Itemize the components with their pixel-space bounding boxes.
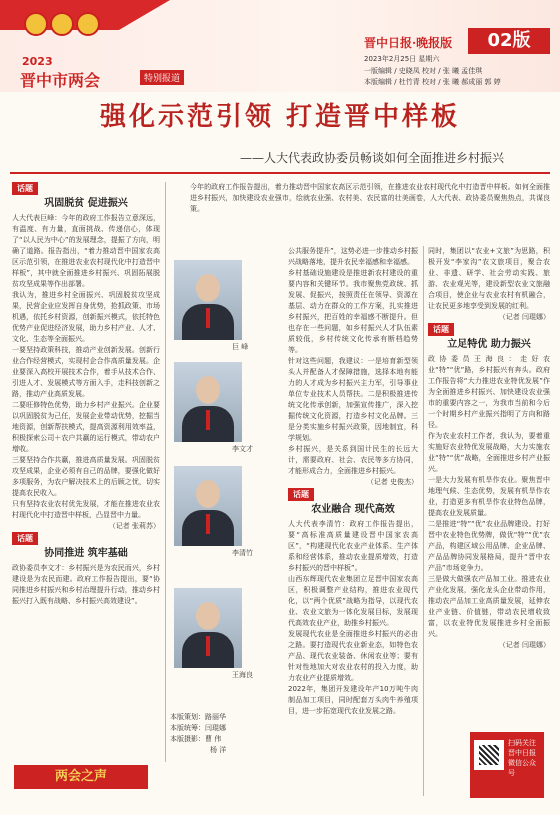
paragraph: 我认为，推进乡村全面振兴、巩固脱贫攻坚成果，民营企业应发挥自身优势，抢抓政策、市场机遇，依托乡村资源，创新振兴模式，依托特色优势产业促进经济发展，助力乡村产业、人才、文化、生态等全面振兴。	[12, 291, 160, 343]
headline-title: 强化示范引领 打造晋中样板	[99, 102, 461, 132]
credit-line: 本版统筹：闫琨娜	[170, 724, 226, 732]
paragraph: 乡村振兴，是关系到国计民生的长远大计，需要政府、社会、农民等多方协同，才能形成合力，全面推进乡村振兴。	[288, 445, 418, 475]
dateline: 2023年2月25日 星期六	[364, 55, 440, 63]
portrait-caption: 王海良	[232, 671, 253, 679]
page-credits	[170, 712, 226, 756]
paragraph: 一要坚持政策科技，推动产业创新发展。创新行业合作经营模式，实现村企合作高质量发展。企业要深入高校开展技术合作，着手从技术合作、引进人才、发展模式等方面入手，走科技创新之路，推动产业高质发展。	[12, 346, 160, 398]
party-emblem-icon	[24, 12, 48, 36]
paragraph: 人大代表巨峰：今年的政府工作报告立意深远，有温度、有力量，直面挑战、传递信心，体现了“以人民为中心”的发展理念，提振了方向，明确了道路。报告指出，“着力推动晋中国家农高区示范引领，在推进农业农村现代化中打造晋中样板”，其中就全面推进乡村振兴、巩固拓展脱贫攻坚成果等作出部署。	[12, 214, 160, 288]
paragraph: 三是做大做强农产品加工业。推进农业产业化发展，强化龙头企业带动作用，推动农产品加工业高质量发展，延伸农业产业链、价值链，带动农民增收致富，以农业特优发展推进乡村全面振兴。	[428, 575, 550, 638]
paragraph: 三要坚持合作共赢，推进高质量发展。巩固脱贫攻坚成果，企业必须有自己的品牌，要强化做好多项服务，为农户解决技术上的后顾之忧，切实提高农民收入。	[12, 456, 160, 497]
section-title-2: 协同推进 筑牢基础	[44, 548, 128, 559]
column-rule	[423, 246, 424, 796]
paragraph: 一是大力发展有机旱作农业。聚焦晋中地理气候、生态优势，发展有机旱作农业，打造更多有机旱作农业特色品牌，提高农业发展质量。	[428, 476, 550, 517]
paragraph: 人大代表李清竹：政府工作报告提出，要“高标准高质量建设晋中国家农高区”，“构建现代化农业产业体系、生产体系和经营体系，推动农业提质增效，打造乡村振兴的晋中样板”。	[288, 520, 418, 572]
portrait-caption: 李文才	[232, 445, 253, 453]
paper-name: 晋中日报·晚报版	[364, 36, 453, 50]
byline: （记者 史俊杰）	[366, 478, 418, 486]
column-rule	[165, 182, 166, 762]
intro-paragraph	[190, 182, 550, 230]
paragraph: 二是推进“特”“优”农业品牌建设。打好晋中农业特色优势牌，做优“特”“优”农产品，构建区域公用品牌、企业品牌、产品品牌协同发展格局，提升“晋中农产品”市场竞争力。	[428, 520, 550, 572]
topic-tag: 话题	[288, 488, 314, 501]
portrait-photo	[174, 466, 242, 546]
portrait-photo	[174, 362, 242, 442]
paragraph: 乡村基础设施建设是推进新农村建设的重要内容和关键环节。我市聚焦党政统、抓发展、促振兴，按照责任在领导、资源在基层、动力在群众的工作方案，扎实推进乡村振兴，把百姓的幸福感不断提升。但也存在一些问题，如乡村振兴人才队伍素质较低，乡村传统文化传承有断档趋势等。	[288, 269, 418, 354]
paragraph: 作为农业农村工作者，我认为，要着重实施好农业特优发展战略，大力实施农业“特”“优”战略，全面推进乡村产业振兴。	[428, 432, 550, 473]
qr-caption: 扫码关注 晋中日报 微信公众号	[508, 739, 536, 777]
staff-line-1: 一版编辑 / 史晓凤 校对 / 张 曦 孟佳琪	[364, 67, 483, 75]
paragraph: 山西东辉现代农业集团立足晋中国家农高区，积极调整产业结构，推进农业现代化，以“两个优质”战略为指导，以现代农业、农业文旅为一体化发展目标，发展现代高效农业产业，助推乡村振兴。	[288, 575, 418, 627]
qr-code-icon[interactable]	[474, 740, 504, 770]
banner-subtitle: 特别报道	[140, 70, 184, 85]
credit-line: 本版策划：路丽华	[170, 713, 226, 721]
section-title-3: 农业融合 现代高效	[311, 504, 395, 515]
intro-text: 今年的政府工作报告提出，着力推动晋中国家农高区示范引领，在推进农业农村现代化中打造晋中样板。如何全面推进乡村振兴，加快建设农业强市，绘就农业强、农村美、农民富的壮美画卷，人大代表、政协委员聚焦热点，共谋良策。	[190, 183, 550, 213]
paragraph: 公共服务提升”，这势必进一步推动乡村振兴战略落地，提升农民幸福感和幸福感。	[288, 247, 418, 266]
paragraph: 二要旺修特色优势，助力乡村产业振兴。企业要以巩固脱贫为己任，发展企业带动优势，挖掘当地资源，创新帮扶模式，提高资源利用效率益，积极探索公司＋农户共赢的运行模式，带动农户增收。	[12, 401, 160, 453]
section-title-4: 立足特优 助力振兴	[447, 339, 531, 350]
portrait-caption: 李清竹	[232, 549, 253, 557]
footer-logo: 两会之声	[14, 765, 148, 789]
byline: （记者 闫琨娜）	[498, 313, 550, 321]
paragraph: 同时，集团以“农业+文旅”为思路，积极开发“李家沟”农文旅项目，聚合农业、非遗、研学、社会劳动实践、旅游、农业观光等，建设新型农业文旅融合项目，使企业与农业农村有机融合，让农民更多地享受到发展的红利。	[428, 247, 550, 310]
national-emblem-icon	[50, 12, 74, 36]
topic-tag: 话题	[428, 323, 454, 336]
paragraph: 2022年，集团开发建设年产10万吨牛肉制品加工项目，同时配套万头肉牛养殖项目，进一步拓宽现代农业发展之路。	[288, 685, 418, 715]
edition-badge: 02版	[468, 28, 550, 54]
portrait-photo	[174, 260, 242, 340]
credit-line: 杨 洋	[210, 746, 227, 754]
paragraph: 发展现代农业是全面推进乡村振兴的必由之路。要打造现代农业新业态，如特色农产品、现代农业装备、休闲农业等；要有针对性地加大对农业农村的投入力度，助力农业产业提质增效。	[288, 630, 418, 682]
credit-line: 本版摄影：曹 伟	[170, 735, 222, 743]
byline: （记者 张莉苏）	[108, 522, 160, 530]
column-1	[12, 182, 160, 758]
masthead	[0, 0, 560, 92]
qr-panel	[470, 732, 544, 798]
topic-tag: 话题	[12, 182, 38, 195]
paragraph: 政协委员王海良：走好农业“特”“优”路，乡村振兴有奔头。政府工作报告将“大力推进农业特优发展”作为全面推进乡村振兴、加快建设农业强市的重要内容之一，为我市当前和今后一个时期乡村产业振兴指明了方向和路径。	[428, 355, 550, 429]
banner-title: 晋中市两会	[20, 71, 101, 90]
paragraph: 只有坚持农业农村优先发展，才能在推进农业农村现代化中打造晋中样板，凸显晋中力量。	[12, 500, 160, 519]
headline-divider	[10, 172, 550, 174]
staff-credits	[364, 66, 544, 88]
topic-tag: 话题	[12, 532, 38, 545]
portrait-photo	[174, 588, 242, 668]
paragraph: 政协委员李文才：乡村振兴是为农民而兴，乡村建设是为农民而建。政府工作报告提出，要“协同推进乡村振兴和乡村治理提升行动，推动乡村振兴打入既有战略、乡村振兴高效建设”。	[12, 564, 160, 605]
portrait-caption: 巨 峰	[232, 343, 249, 351]
headline-subtitle: ——人大代表政协委员畅谈如何全面推进乡村振兴	[240, 151, 505, 165]
cppcc-emblem-icon	[76, 12, 100, 36]
paragraph: 针对这些问题，我建议：一是培育新型领头人并配备人才保障措施，选择本地有能力的人才成为乡村振兴主力军，引导事业单位专业技术人员帮扶。二是积极推进传统文化传承创新，加强宣传推广，深入挖掘传统文化资源，打造乡村文化品牌。三是分类实施乡村振兴政策，因地制宜，科学规划。	[288, 357, 418, 442]
banner-year: 2023	[22, 55, 53, 68]
column-3	[288, 246, 418, 792]
staff-line-2: 本版编辑 / 杜竹青 校对 / 张 曦 郝成丽 郭 婷	[364, 78, 501, 86]
column-4	[428, 246, 550, 726]
section-title-1: 巩固脱贫 促进振兴	[44, 198, 128, 209]
byline: （记者 闫琨娜）	[498, 641, 550, 649]
